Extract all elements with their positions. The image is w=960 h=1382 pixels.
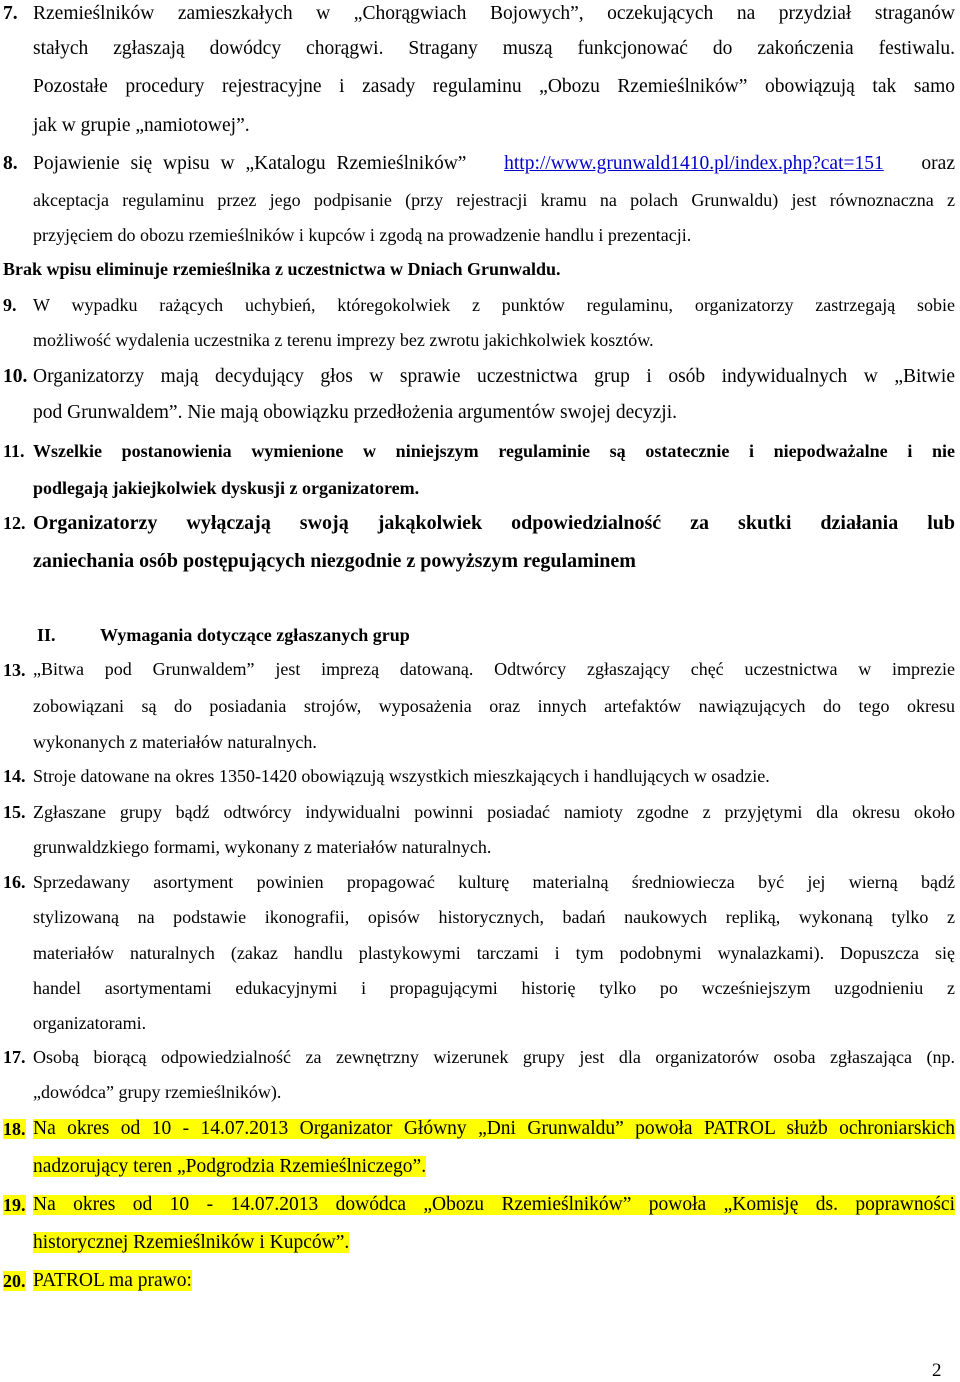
- item-8-line-3: przyjęciem do obozu rzemieślników i kupców i zgodą na prowadzenie handlu i prezentacji.: [33, 225, 692, 245]
- item-number: 11.: [3, 441, 25, 461]
- item-10-line-1: Organizatorzy mają decydujący głos w sprawie uczestnictwa grup i osób indywidualnych w „Bitwie: [33, 366, 955, 387]
- item-11-line-2: podlegają jakiejkolwiek dyskusji z organizatorem.: [33, 478, 420, 498]
- item-8-line-1-tail: oraz: [921, 153, 955, 174]
- item-number-highlight: 20.: [3, 1271, 26, 1291]
- item-20-line-1: [33, 1271, 192, 1291]
- item-7-line-4: jak w grupie „namiotowej”.: [33, 115, 250, 136]
- item-17-line-2: „dowódca” grupy rzemieślników).: [33, 1082, 282, 1102]
- item-12-line-1: Organizatorzy wyłączają swoją jakąkolwiek odpowiedzialność za skutki działania lub: [33, 512, 955, 534]
- item-7-line-2: stałych zgłaszają dowódcy chorągwi. Stragany muszą funkcjonować do zakończenia festiwalu.: [33, 38, 955, 59]
- item-16-line-2: stylizowaną na podstawie ikonografii, opisów historycznych, badań naukowych repliką, wykonaną tylko z: [33, 907, 955, 927]
- item-19-line-2-highlight: historycznej Rzemieślników i Kupców”.: [33, 1232, 350, 1253]
- item-19-line-2: [33, 1233, 349, 1253]
- item-8-line-2: akceptacja regulaminu przez jego podpisanie (przy rejestracji kramu na polach Grunwaldu) jest równoznaczna z: [33, 190, 955, 210]
- item-number: [3, 1272, 26, 1290]
- item-14-line-1: Stroje datowane na okres 1350-1420 obowiązują wszystkich mieszkających i handlujących w osadzie.: [33, 766, 770, 786]
- item-17-line-1: Osobą biorącą odpowiedzialność za zewnętrzny wizerunek grupy jest dla organizatorów osoba zgłaszająca (np.: [33, 1047, 955, 1067]
- item-number: 13.: [3, 660, 26, 680]
- item-8-line-1: [33, 154, 955, 174]
- item-number: [3, 1120, 26, 1138]
- item-16-line-5: organizatorami.: [33, 1013, 147, 1033]
- section-number: II.: [37, 625, 56, 645]
- item-number-highlight: 19.: [3, 1195, 26, 1215]
- item-number: 8.: [3, 153, 18, 174]
- catalog-link[interactable]: http://www.grunwald1410.pl/index.php?cat=151: [504, 153, 884, 174]
- item-9-line-2: możliwość wydalenia uczestnika z terenu imprezy bez zwrotu jakichkolwiek kosztów.: [33, 330, 654, 350]
- item-number: [3, 1196, 26, 1214]
- item-12-line-2: zaniechania osób postępujących niezgodnie z powyższym regulaminem: [33, 550, 636, 572]
- item-18-line-1: Na okres od 10 - 14.07.2013 Organizator Główny „Dni Grunwaldu” powoła PATROL służb ochroniarskich: [33, 1118, 955, 1139]
- item-7-line-3: Pozostałe procedury rejestracyjne i zasady regulaminu „Obozu Rzemieślników” obowiązują tak samo: [33, 76, 955, 97]
- item-number: 10.: [3, 366, 28, 387]
- item-8-line-1-text: Pojawienie się wpisu w „Katalogu Rzemieślników”: [33, 153, 467, 174]
- item-number: 12.: [3, 513, 26, 533]
- item-15-line-1: Zgłaszane grupy bądź odtwórcy indywidualni powinni posiadać namioty zgodne z przyjętymi dla okresu około: [33, 802, 955, 822]
- item-19-line-1: Na okres od 10 - 14.07.2013 dowódca „Obozu Rzemieślników” powoła „Komisję ds. poprawności: [33, 1194, 955, 1215]
- page-number: 2: [932, 1360, 942, 1381]
- item-8-bold-note: Brak wpisu eliminuje rzemieślnika z uczestnictwa w Dniach Grunwaldu.: [3, 259, 561, 279]
- item-10-line-2: pod Grunwaldem”. Nie mają obowiązku przedłożenia argumentów swojej decyzji.: [33, 402, 678, 423]
- item-9-line-1: W wypadku rażących uchybień, któregokolwiek z punktów regulaminu, organizatorzy zastrzegają sobie: [33, 295, 955, 315]
- item-number: 17.: [3, 1047, 26, 1067]
- item-number: 14.: [3, 766, 26, 786]
- item-16-line-4: handel asortymentami edukacyjnymi i propagującymi historię tylko po wcześniejszym uzgodnieniu z: [33, 978, 955, 998]
- item-20-line-1-highlight: PATROL ma prawo:: [33, 1270, 192, 1291]
- item-18-line-2-highlight: nadzorujący teren „Podgrodzia Rzemieślniczego”.: [33, 1156, 427, 1177]
- item-16-line-1: Sprzedawany asortyment powinien propagować kulturę materialną średniowiecza być jej wierną bądź: [33, 872, 955, 892]
- item-number-highlight: 18.: [3, 1119, 26, 1139]
- item-number: 7.: [3, 3, 18, 24]
- item-13-line-2: zobowiązani są do posiadania strojów, wyposażenia oraz innych artefaktów nawiązujących do tego okresu: [33, 696, 955, 716]
- item-11-line-1: Wszelkie postanowienia wymienione w niniejszym regulaminie są ostatecznie i niepodważalne i nie: [33, 441, 955, 461]
- item-16-line-3: materiałów naturalnych (zakaz handlu plastykowymi tarczami i tym podobnymi wynalazkami). Dopuszcza się: [33, 943, 955, 963]
- item-13-line-1: „Bitwa pod Grunwaldem” jest imprezą datowaną. Odtwórcy zgłaszający chęć uczestnictwa w imprezie: [33, 659, 955, 679]
- item-number: 16.: [3, 872, 26, 892]
- section-title: Wymagania dotyczące zgłaszanych grup: [100, 625, 410, 645]
- item-7-line-1: Rzemieślników zamieszkałych w „Chorągwiach Bojowych”, oczekujących na przydział straganów: [33, 3, 955, 24]
- item-number: 9.: [3, 295, 17, 315]
- item-number: 15.: [3, 802, 26, 822]
- item-15-line-2: grunwaldzkiego formami, wykonany z materiałów naturalnych.: [33, 837, 492, 857]
- item-18-line-2: [33, 1157, 426, 1177]
- item-13-line-3: wykonanych z materiałów naturalnych.: [33, 732, 317, 752]
